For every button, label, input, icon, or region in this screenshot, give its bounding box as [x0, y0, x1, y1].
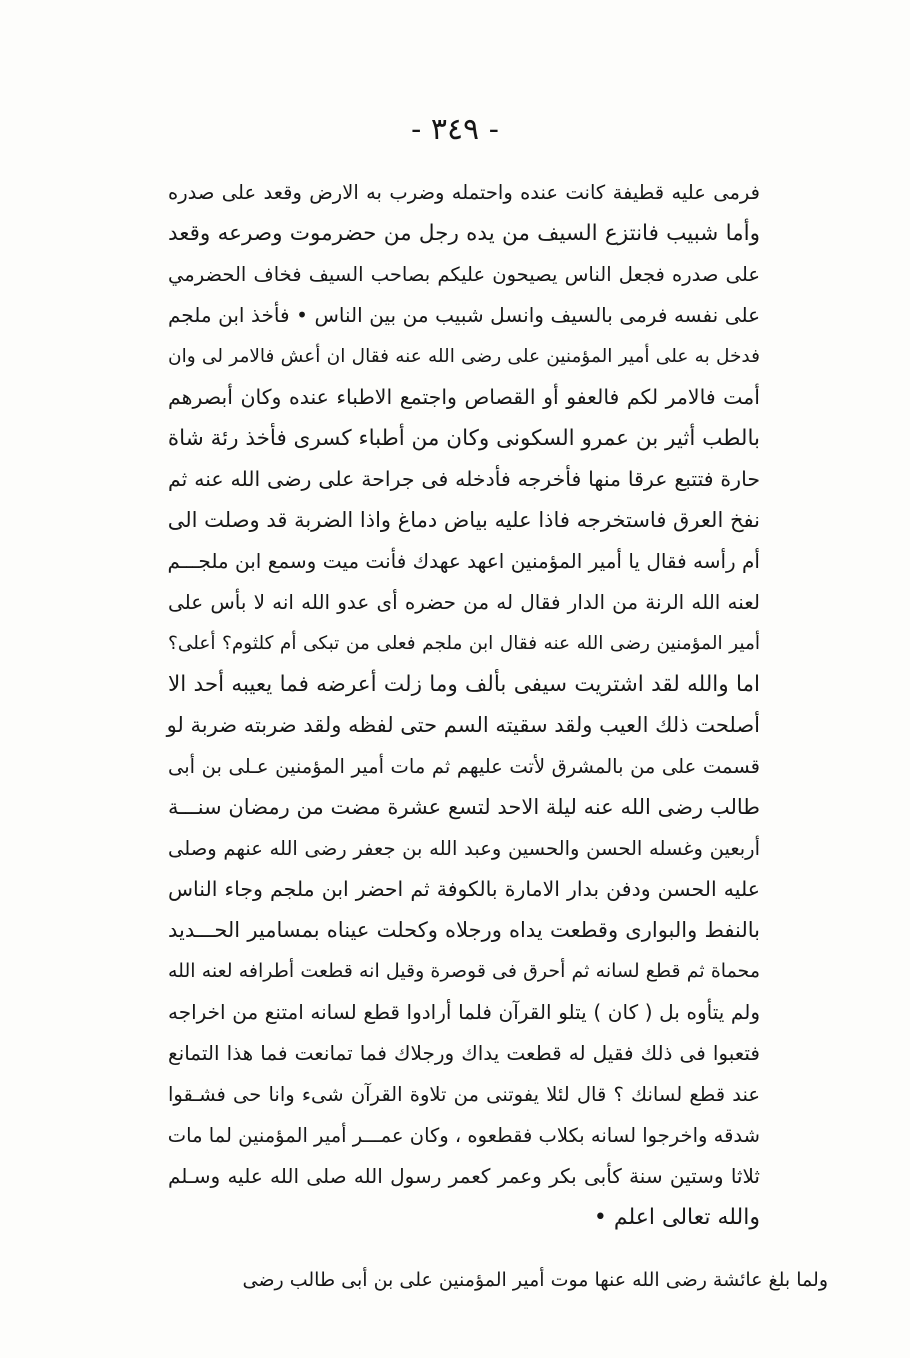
- text-line: قسمت على من بالمشرق لأتت عليهم ثم مات أمير المؤمنين عـلى بن أبى: [168, 755, 760, 778]
- text-line: اما والله لقد اشتريت سيفى بألف وما زلت أعرضه فما يعيبه أحد الا: [168, 672, 760, 697]
- page-number: - ٣٤٩ -: [411, 112, 499, 147]
- text-line: أمير المؤمنين رضى الله عنه فقال ابن ملجم فعلى من تبكى أم كلثوم؟ أعلى؟: [168, 633, 760, 654]
- text-line: فتعبوا فى ذلك فقيل له قطعت يداك ورجلاك فما تمانعت فما هذا التمانع: [168, 1041, 760, 1065]
- text-line: لعنه الله الرنة من الدار فقال له من حضره أى عدو الله انه لا بأس على: [168, 590, 760, 614]
- text-line: ولم يتأوه بل ( كان ) يتلو القرآن فلما أرادوا قطع لسانه امتنع من اخراجه: [168, 1000, 760, 1024]
- text-line: أربعين وغسله الحسن والحسين وعبد الله بن جعفر رضى الله عنهم وصلى: [168, 837, 760, 860]
- text-line: محماة ثم قطع لسانه ثم أحرق فى قوصرة وقيل انه قطعت أطرافه لعنه الله: [168, 960, 760, 982]
- next-paragraph-start: ولما بلغ عائشة رضى الله عنها موت أمير المؤمنين على بن أبى طالب رضى: [242, 1269, 828, 1291]
- text-line: ثلاثا وستين سنة كأبى بكر وعمر كعمر رسول الله صلى الله عليه وسـلم: [168, 1164, 760, 1188]
- text-line: أصلحت ذلك العيب ولقد سقيته السم حتى لفظه ولقد ضربته ضربة لو: [166, 713, 760, 737]
- text-line: طالب رضى الله عنه ليلة الاحد لتسع عشرة مضت من رمضان سنـــة: [168, 795, 760, 819]
- text-line: وأما شبيب فانتزع السيف من يده رجل من حضرموت وصرعه وقعد: [168, 221, 760, 246]
- text-line: عند قطع لسانك ؟ قال لئلا يفوتنى من تلاوة القرآن شىء وانا حى فشـقوا: [168, 1083, 760, 1106]
- text-line: على نفسه فرمى بالسيف وانسل شبيب من بين الناس • فأخذ ابن ملجم: [168, 303, 760, 327]
- text-line: على صدره فجعل الناس يصيحون عليكم بصاحب السيف فخاف الحضرمي: [168, 263, 760, 286]
- text-line: عليه الحسن ودفن بدار الامارة بالكوفة ثم احضر ابن ملجم وجاء الناس: [168, 877, 760, 901]
- text-line: نفخ العرق فاستخرجه فاذا عليه بياض دماغ واذا الضربة قد وصلت الى: [167, 508, 760, 532]
- text-line: بالطب أثير بن عمرو السكونى وكان من أطباء كسرى فأخذ رئة شاة: [167, 426, 760, 451]
- main-paragraph: [168, 172, 760, 1238]
- text-line: فرمى عليه قطيفة كانت عنده واحتمله وضرب به الارض وقعد على صدره: [168, 181, 760, 204]
- text-line: أمت فالامر لكم فالعفو أو القصاص واجتمع الاطباء عنده وكان أبصرهم: [168, 385, 760, 409]
- text-line: شدقه واخرجوا لسانه بكلاب فقطعوه ، وكان عمـــر أمير المؤمنين لما مات: [167, 1124, 760, 1147]
- text-line: أم رأسه فقال يا أمير المؤمنين اعهد عهدك فأنت ميت وسمع ابن ملجـــم: [167, 549, 760, 573]
- text-line: حارة فتتبع عرقا منها فأخرجه فأدخله فى جراحة على رضى الله عنه ثم: [168, 467, 760, 491]
- text-line: فدخل به على أمير المؤمنين على رضى الله عنه فقال ان أعش فالامر لى وان: [168, 346, 760, 367]
- text-line: بالنفط والبوارى وقطعت يداه ورجلاه وكحلت عيناه بمسامير الحـــديد: [168, 918, 760, 942]
- text-line-last: والله تعالى اعلم •: [593, 1205, 760, 1230]
